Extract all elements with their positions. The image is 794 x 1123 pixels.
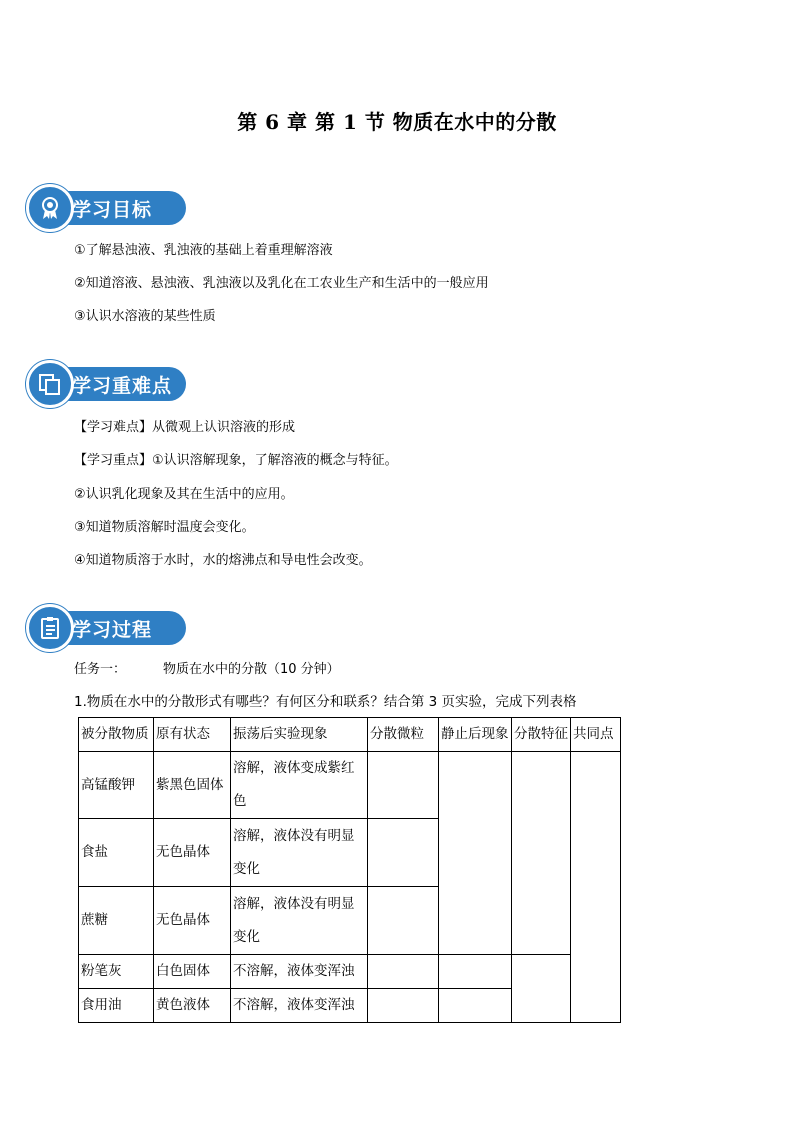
task-label: 任务一： — [74, 662, 127, 677]
table-cell: 蔗糖 — [79, 887, 154, 955]
header-cell: 分散微粒 — [368, 718, 439, 752]
section-banner-learning-goals — [26, 184, 186, 232]
answer-cell — [368, 819, 439, 887]
table-cell: 不溶解，液体变浑浊 — [231, 955, 368, 989]
answer-cell — [368, 955, 439, 989]
table-cell: 溶解，液体没有明显变化 — [231, 819, 368, 887]
table-cell: 食用油 — [79, 989, 154, 1023]
answer-cell — [512, 752, 571, 955]
answer-cell — [439, 752, 512, 955]
table-cell: 紫黑色固体 — [154, 752, 231, 819]
goal-item: ②知道溶液、悬浊液、乳浊液以及乳化在工农业生产和生活中的一般应用 — [74, 276, 489, 291]
answer-cell — [571, 752, 621, 1023]
answer-cell — [439, 989, 512, 1023]
section-heading: 学习目标 — [72, 199, 153, 221]
answer-cell — [439, 955, 512, 989]
question-text: 1.物质在水中的分散形式有哪些？有何区分和联系？结合第 3 页实验，完成下列表格 — [74, 694, 577, 710]
header-cell: 原有状态 — [154, 718, 231, 752]
stacked-pages-icon — [38, 372, 62, 396]
section-banner-key-points — [26, 360, 186, 408]
table-cell: 溶解，液体变成紫红色 — [231, 752, 368, 819]
goal-item: ③认识水溶液的某些性质 — [74, 309, 216, 324]
answer-cell — [368, 989, 439, 1023]
key-point-item: ④知道物质溶于水时，水的熔沸点和导电性会改变。 — [74, 553, 372, 568]
table-cell: 高锰酸钾 — [79, 752, 154, 819]
header-cell: 静止后现象 — [439, 718, 512, 752]
page-title: 第 6 章 第 1 节 物质在水中的分散 — [237, 110, 557, 134]
table-row — [79, 955, 621, 989]
section-banner-learning-process — [26, 604, 186, 652]
key-point-item: ②认识乳化现象及其在生活中的应用。 — [74, 487, 294, 502]
table-cell: 食盐 — [79, 819, 154, 887]
table-cell: 无色晶体 — [154, 819, 231, 887]
section-heading: 学习过程 — [72, 619, 153, 641]
goal-item: ①了解悬浊液、乳浊液的基础上着重理解溶液 — [74, 243, 333, 258]
table-cell: 不溶解，液体变浑浊 — [231, 989, 368, 1023]
key-point-item: ③知道物质溶解时温度会变化。 — [74, 520, 255, 535]
task-title: 物质在水中的分散（10 分钟） — [163, 662, 340, 677]
table-header-row — [79, 718, 621, 752]
table-cell: 黄色液体 — [154, 989, 231, 1023]
answer-cell — [368, 887, 439, 955]
table-cell: 无色晶体 — [154, 887, 231, 955]
header-cell: 分散特征 — [512, 718, 571, 752]
table-cell: 白色固体 — [154, 955, 231, 989]
section-heading: 学习重难点 — [72, 375, 173, 397]
table-cell: 溶解，液体没有明显变化 — [231, 887, 368, 955]
table-cell: 粉笔灰 — [79, 955, 154, 989]
table-row — [79, 752, 621, 819]
answer-cell — [512, 955, 571, 1023]
key-point-item: 【学习重点】①认识溶解现象，了解溶液的概念与特征。 — [74, 453, 398, 468]
award-ribbon-icon — [38, 196, 62, 220]
header-cell: 振荡后实验现象 — [231, 718, 368, 752]
answer-cell — [368, 752, 439, 819]
header-cell: 共同点 — [571, 718, 621, 752]
key-point-item: 【学习难点】从微观上认识溶液的形成 — [74, 420, 296, 435]
clipboard-list-icon — [38, 616, 62, 640]
dispersion-table — [78, 717, 621, 1023]
header-cell: 被分散物质 — [79, 718, 154, 752]
